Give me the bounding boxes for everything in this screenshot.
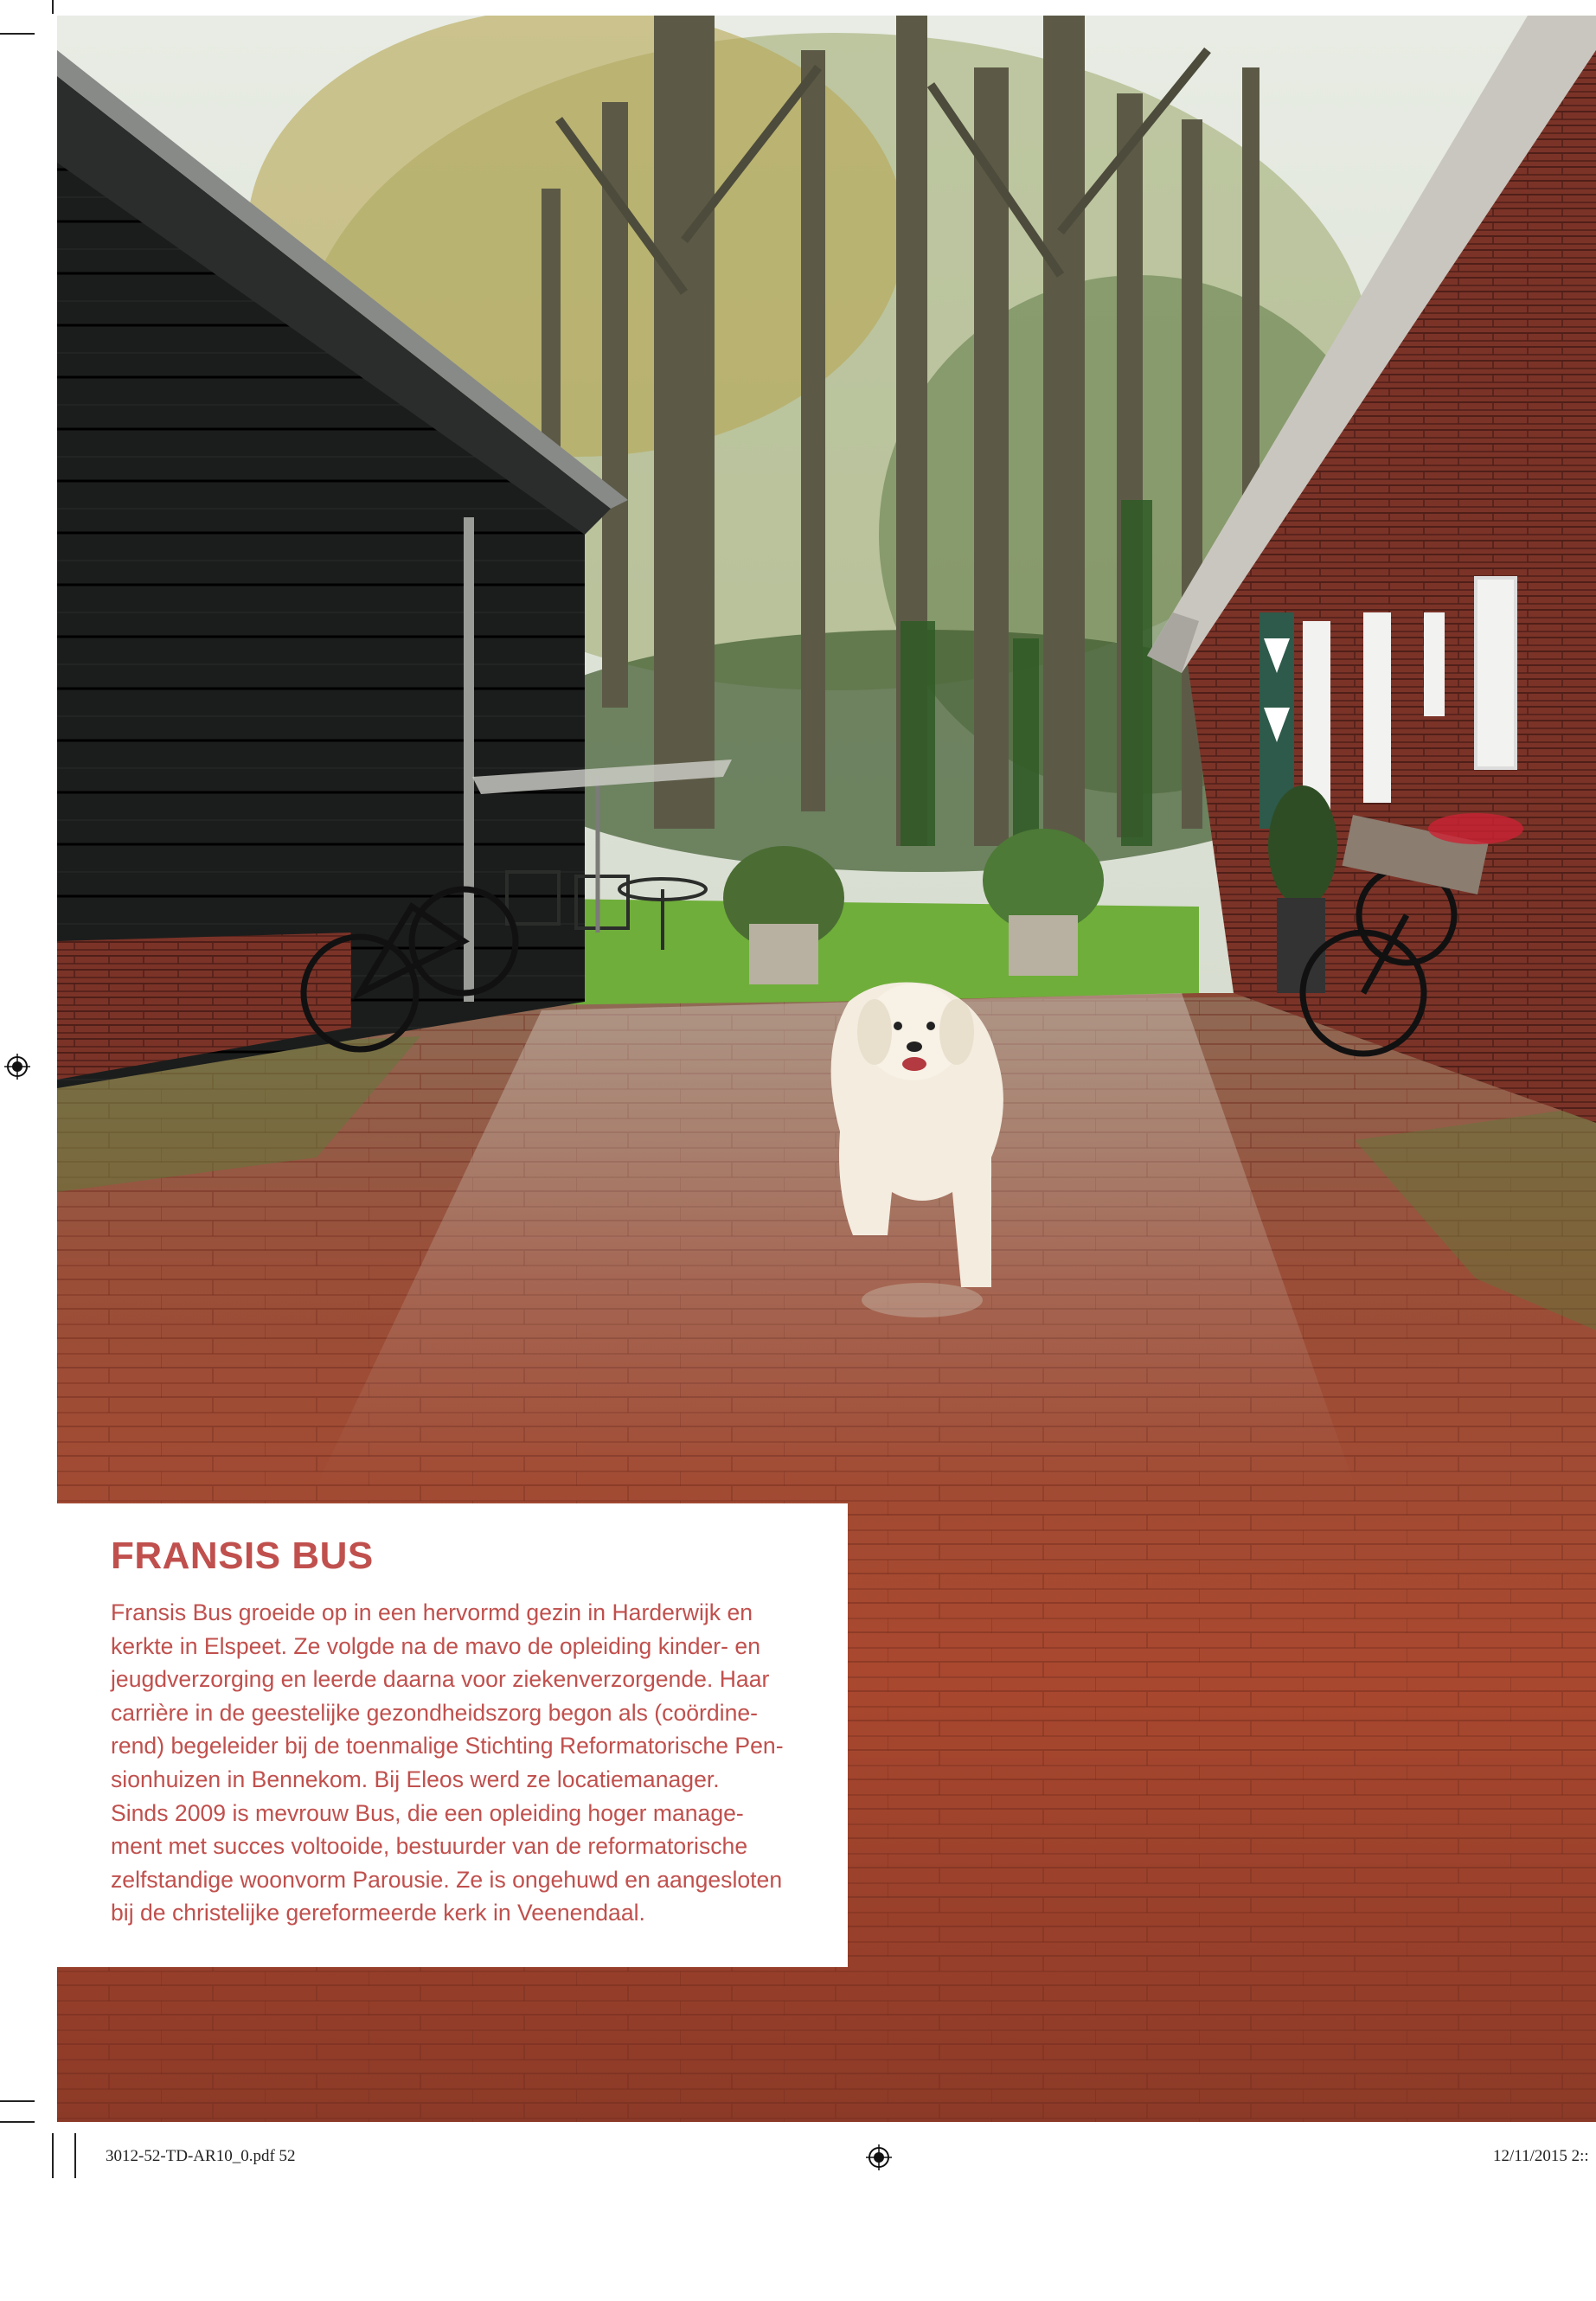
bio-box — [57, 1503, 848, 1967]
print-file-label: 3012-52-TD-AR10_0.pdf 52 — [106, 2147, 296, 2165]
bio-line: Sinds 2009 is mevrouw Bus, die een opleiding hoger manage- — [111, 1799, 744, 1826]
crop-mark-left-bottom — [0, 2100, 35, 2102]
bio-line: sionhuizen in Bennekom. Bij Eleos werd ze locatiemanager. — [111, 1766, 720, 1792]
print-date-label: 12/11/2015 2:: — [1493, 2147, 1589, 2165]
crop-mark-top — [52, 0, 54, 14]
bio-line: kerkte in Elspeet. Ze volgde na de mavo de opleiding kinder- en — [111, 1632, 760, 1659]
crop-mark-left-bottom-2 — [0, 2121, 35, 2123]
bio-line: jeugdverzorging en leerde daarna voor ziekenverzorgende. Haar — [111, 1666, 770, 1693]
bio-line: rend) begeleider bij de toenmalige Stichting Reformatorische Pen- — [111, 1733, 784, 1759]
bio-heading: FRANSIS BUS — [111, 1535, 374, 1577]
bio-line: Fransis Bus groeide op in een hervormd gezin in Harderwijk en — [111, 1599, 753, 1625]
bio-paragraph — [111, 1596, 829, 1930]
bio-line: zelfstandige woonvorm Parousie. Ze is ongehuwd en aangesloten — [111, 1866, 783, 1893]
bio-line: carrière in de geestelijke gezondheidszorg begon als (coördine- — [111, 1699, 759, 1726]
crop-mark-left-top — [0, 33, 35, 35]
crop-mark-bottom-2 — [74, 2133, 76, 2178]
bio-line: bij de christelijke gereformeerde kerk in Veenendaal. — [111, 1900, 645, 1926]
registration-mark-icon — [866, 2144, 892, 2170]
crop-mark-bottom-1 — [52, 2133, 54, 2178]
registration-mark-icon — [4, 1054, 30, 1080]
bio-line: ment met succes voltooide, bestuurder van de reformatorische — [111, 1833, 748, 1860]
